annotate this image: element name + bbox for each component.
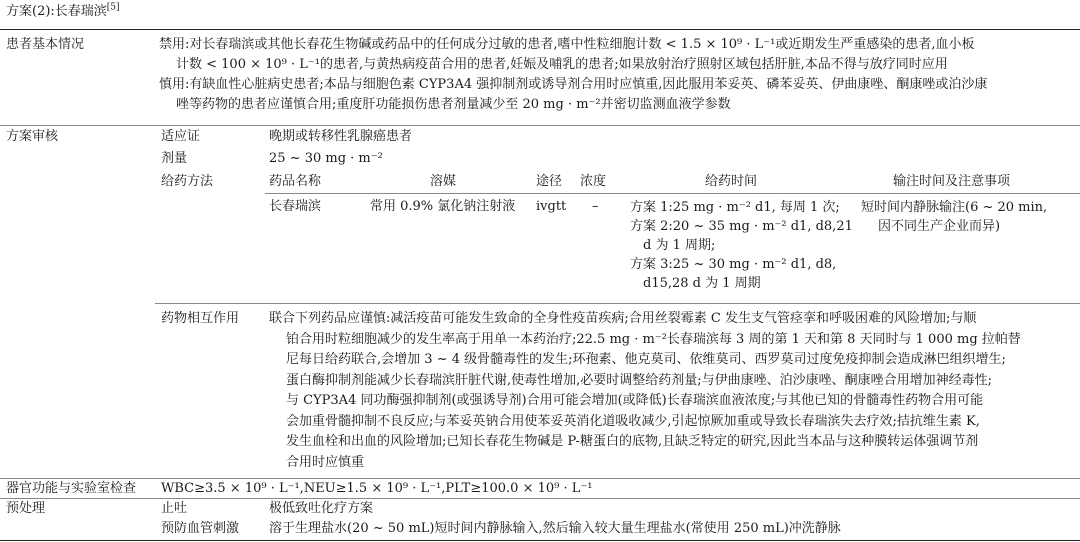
subtable-rule [265,193,1080,194]
phlebitis-label: 预防血管刺激 [161,521,240,536]
schedule-line: d15,28 d 为 1 周期 [643,276,761,291]
header-notes: 输注时间及注意事项 [893,174,1011,189]
text-line: 蛋白酶抑制剂能减少长春瑞滨肝脏代谢,使毒性增加,必要时调整给药剂量;与伊曲康唑、泊沙康唑、酮康唑合用增加神经毒性; [286,372,993,388]
title-text: 方案(2):长春瑞滨 [6,4,107,19]
concentration-value: – [592,199,599,214]
text-line: 合用时应慎重 [286,454,365,470]
header-concentration: 浓度 [580,174,607,189]
dose-label: 剂量 [161,151,188,166]
text-line: 发生血栓和出血的风险增加;已知长春花生物碱是 P-糖蛋白的底物,且缺乏特定的研究,因此当本品与这种膜转运体强调节剂 [286,434,979,449]
header-schedule: 给药时间 [705,174,758,189]
organ-value: WBC≥3.5 × 10⁹ · L⁻¹,NEU≥1.5 × 10⁹ · L⁻¹,PLT≥100.0 × 10⁹ · L⁻¹ [161,481,593,496]
text-line: 禁用:对长春瑞滨或其他长春花生物碱或药品中的任何成分过敏的患者,嗜中性粒细胞计数 < 1.5 × 10⁹ · L⁻¹或近期发生严重感染的患者,血小板 [159,37,975,52]
table-title [6,4,120,20]
notes-line: 因不同生产企业而异) [878,219,1001,234]
text-line: 联合下列药品应谨慎:减活疫苗可能发生致命的全身性疫苗疾病;合用丝裂霉素 C 发生支气管痉挛和呼吸困难的风险增加;与顺 [269,311,977,326]
schedule-list [630,198,853,293]
pretreat-label: 预处理 [6,501,46,516]
header-drug: 药品名称 [269,174,322,189]
schedule-line: 方案 3:25 ~ 30 mg · m⁻² d1, d8, [630,257,837,272]
admin-label: 给药方法 [161,174,214,189]
schedule-line: 方案 2:20 ~ 35 mg · m⁻² d1, d8,21 [630,219,853,234]
header-solvent: 溶媒 [430,174,457,189]
antiemetic-label: 止吐 [161,501,188,516]
patient-text [159,35,987,115]
header-route: 途径 [536,174,563,189]
notes-list [861,198,1047,236]
text-line: 慎用:有缺血性心脏病史患者;本品与细胞色素 CYP3A4 强抑制剂或诱导剂合用时应慎重,因此服用苯妥英、磷苯妥英、伊曲康唑、酮康唑或泊沙康 [159,77,988,92]
text-line: 会加重骨髓抑制不良反应;与苯妥英钠合用使苯妥英消化道吸收减少,引起惊厥加重或导致长春瑞滨失去疗效;拮抗维生素 K, [286,413,980,429]
drug-name: 长春瑞滨 [269,199,322,214]
patient-label: 患者基本情况 [6,37,85,52]
route-value: ivgtt [536,199,567,214]
text-line: 计数 < 100 × 10⁹ · L⁻¹的患者,与黄热病疫苗合用的患者,妊娠及哺乳的患者;如果放射治疗照射区域包括肝脏,本品不得与放疗同时应用 [176,57,948,72]
notes-line: 短时间内静脉输注(6 ~ 20 min, [861,200,1048,215]
indication-value: 晚期或转移性乳腺癌患者 [269,129,413,144]
text-line: 铂合用时粒细胞减少的发生率高于用单一本药治疗;22.5 mg · m⁻²长春瑞滨每 3 周的第 1 天和第 8 天同时与 1 000 mg 拉帕替 [286,331,1021,347]
phlebitis-value: 溶于生理盐水(20 ~ 50 mL)短时间内静脉输入,然后输入较大量生理盐水(常使用 250 mL)冲洗静脉 [269,521,841,536]
solvent-value: 常用 0.9% 氯化钠注射液 [370,199,516,214]
interaction-label: 药物相互作用 [161,311,240,326]
section-rule [0,498,1080,499]
section-rule [0,125,1080,126]
bottom-rule [0,540,1080,541]
interaction-text [269,309,1021,473]
antiemetic-value: 极低致吐化疗方案 [269,501,374,516]
subsection-rule [155,303,1080,304]
schedule-line: d 为 1 周期; [643,238,716,253]
indication-label: 适应证 [161,129,201,144]
organ-label: 器官功能与实验室检查 [6,481,137,496]
schedule-line: 方案 1:25 mg · m⁻² d1, 每周 1 次; [630,200,840,215]
section-rule [0,478,1080,479]
title-reference: [5] [106,2,120,13]
text-line: 与 CYP3A4 同功酶强抑制剂(或强诱导剂)合用可能会增加(或降低)长春瑞滨血液浓度;与其他已知的骨髓毒性药物合用可能 [286,393,984,408]
dose-value: 25 ~ 30 mg · m⁻² [269,151,383,166]
text-line: 尼每日给药联合,会增加 3 ~ 4 级骨髓毒性的发生;环孢素、他克莫司、依维莫司、西罗莫司过度免疫抑制会造成淋巴组织增生; [286,352,1006,367]
review-label: 方案审核 [6,129,59,144]
text-line: 唑等药物的患者应谨慎合用;重度肝功能损伤患者剂量减少至 20 mg · m⁻²并密切监测血液学参数 [176,97,731,112]
top-rule [0,29,1080,30]
